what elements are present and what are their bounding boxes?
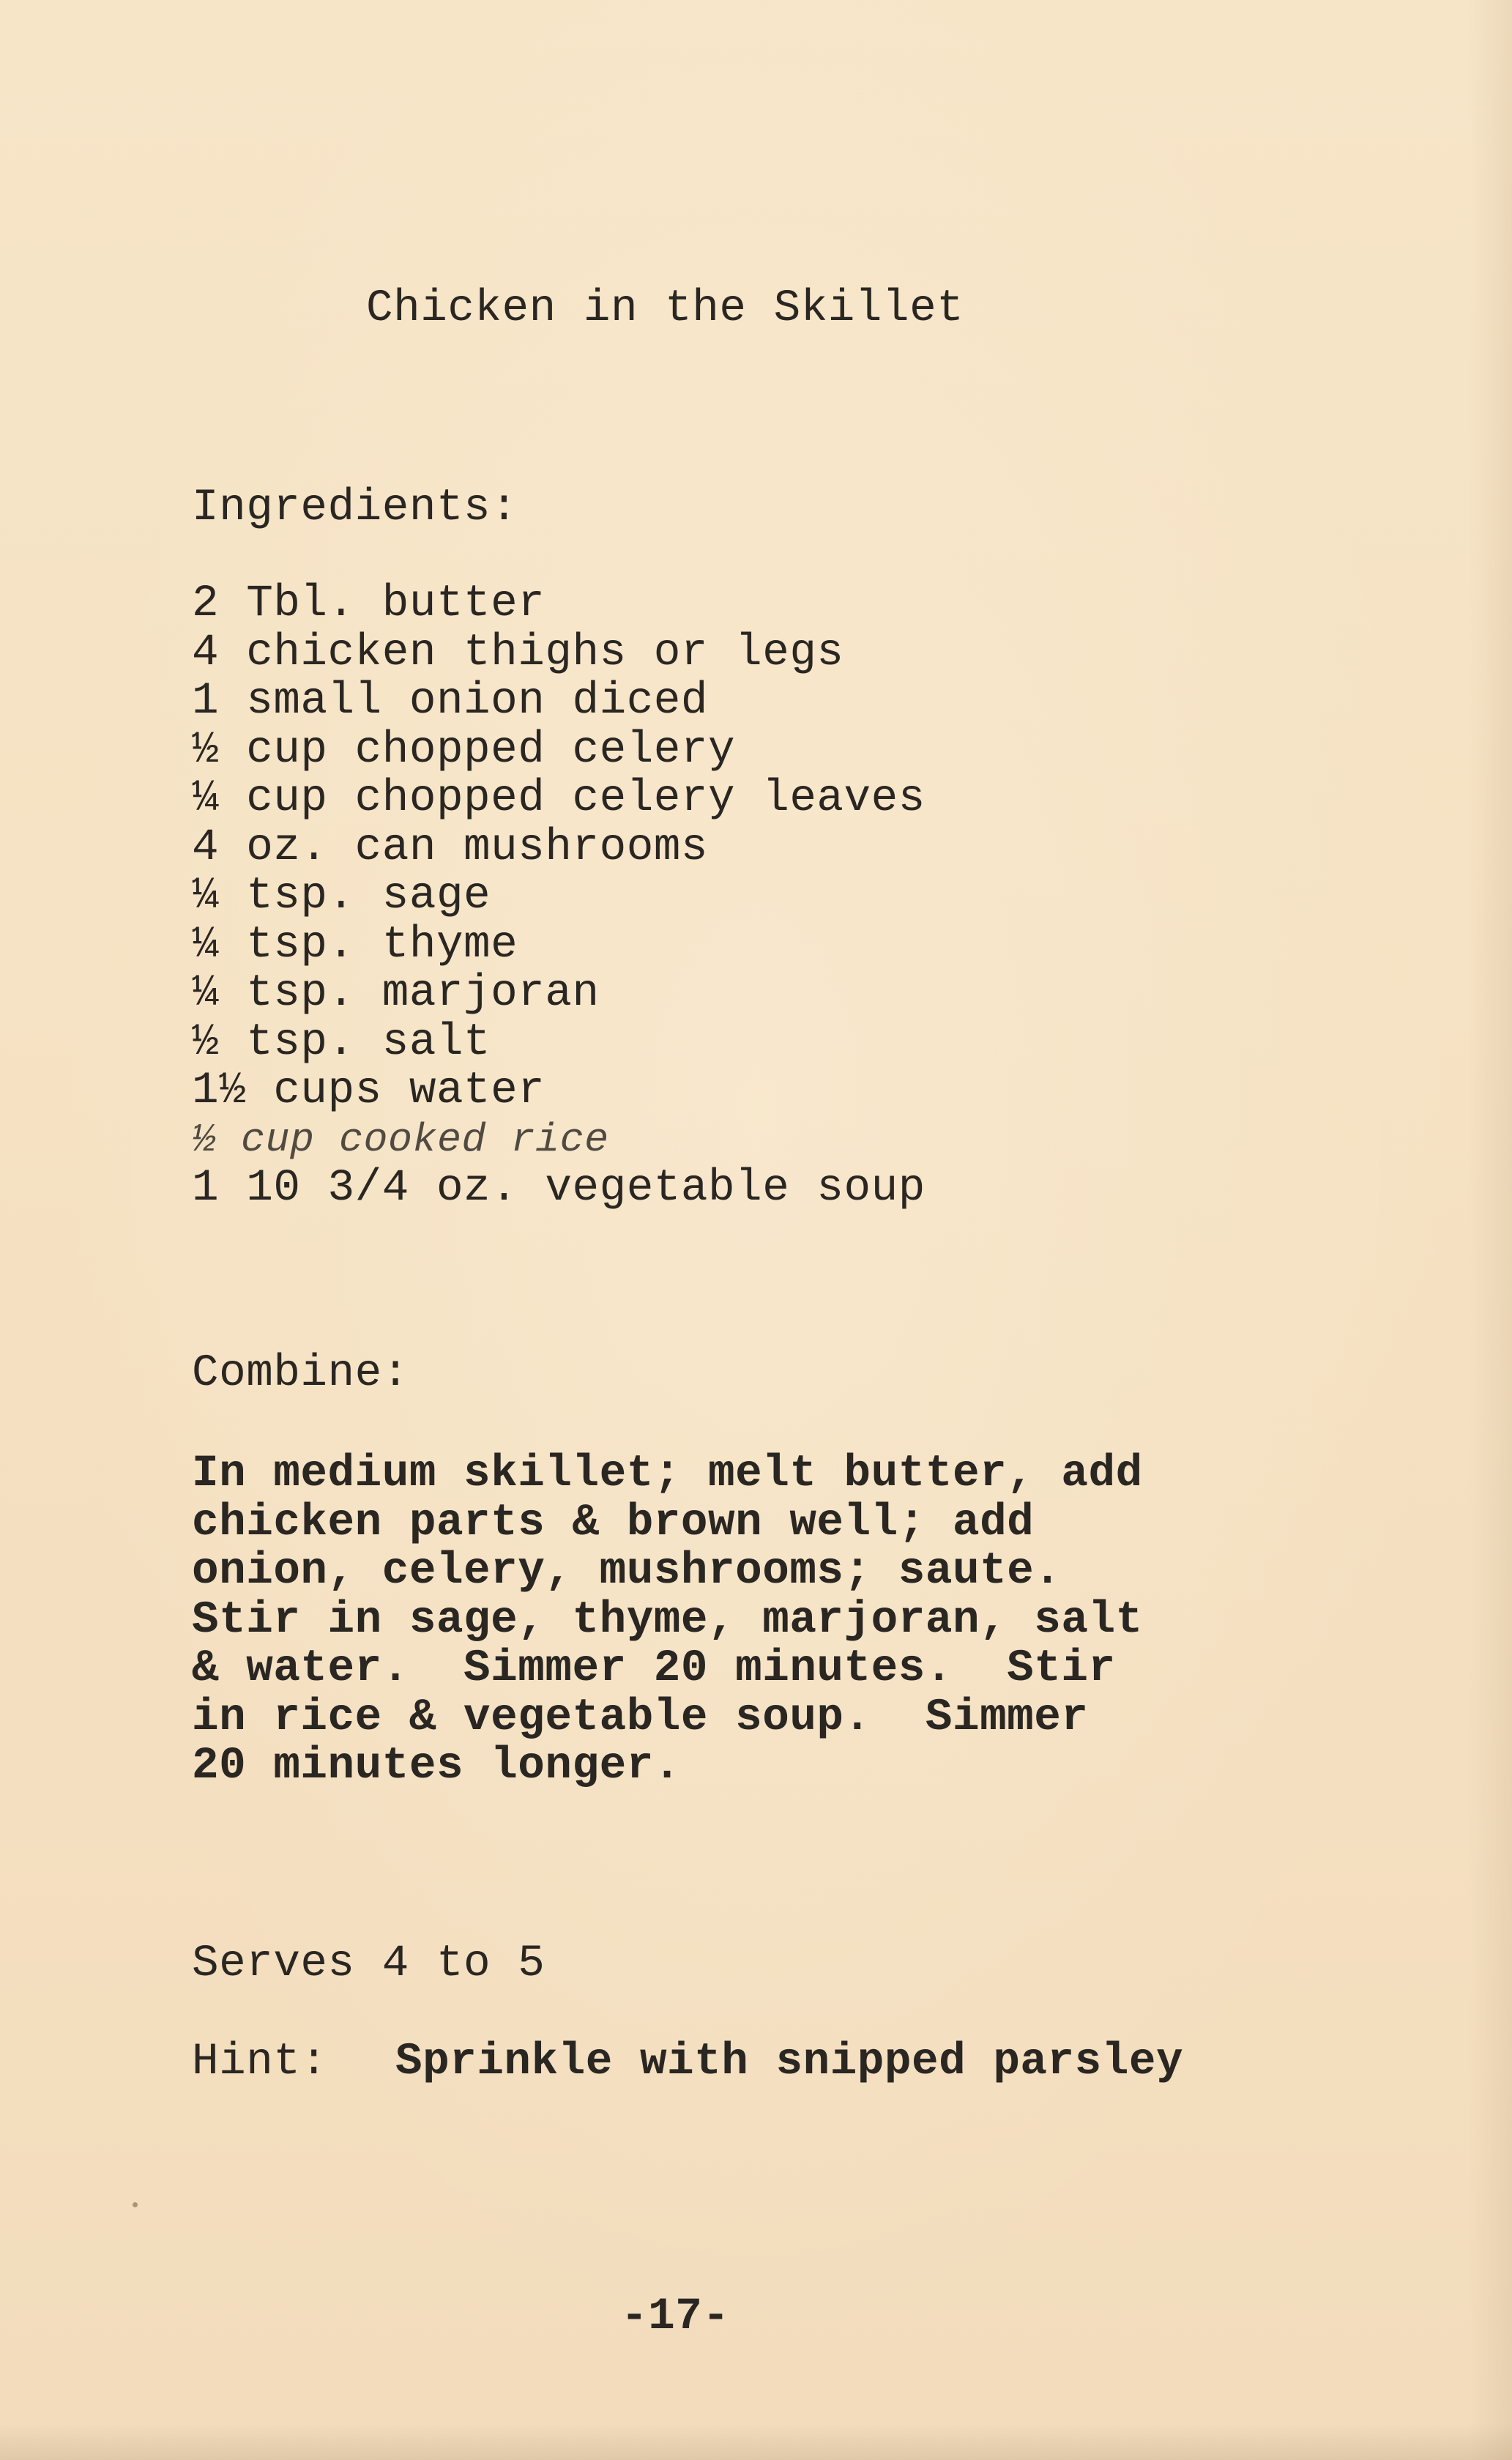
ingredient-item: ½ tsp. salt: [192, 1017, 491, 1068]
ingredient-item: 1 small onion diced: [192, 676, 709, 727]
serves-line: Serves 4 to 5: [192, 1939, 545, 1989]
ingredient-item: 4 oz. can mushrooms: [192, 822, 709, 873]
instruction-line: 20 minutes longer.: [192, 1741, 681, 1791]
ingredient-item: 4 chicken thighs or legs: [192, 627, 844, 678]
ingredient-item: ¼ tsp. thyme: [192, 919, 518, 970]
page-edge-shadow: [1468, 0, 1512, 2460]
ingredients-heading: Ingredients:: [192, 483, 518, 533]
hint-label: Hint:: [192, 2037, 328, 2087]
paper-speck: [133, 2202, 138, 2207]
instruction-line: chicken parts & brown well; add: [192, 1497, 1035, 1548]
ingredient-item: ¼ tsp. marjoran: [192, 968, 600, 1019]
ingredient-item: ½ cup chopped celery: [192, 724, 736, 776]
instruction-line: in rice & vegetable soup. Simmer: [192, 1692, 1089, 1743]
ingredient-item: ¼ cup chopped celery leaves: [192, 773, 926, 824]
hint-text: Sprinkle with snipped parsley: [395, 2037, 1184, 2087]
ingredient-item: ¼ tsp. sage: [192, 871, 491, 921]
ingredient-item: ½ cup cooked rice: [192, 1116, 609, 1163]
recipe-title: Chicken in the Skillet: [366, 283, 964, 334]
instruction-line: Stir in sage, thyme, marjoran, salt: [192, 1594, 1143, 1646]
ingredient-item: 1 10 3/4 oz. vegetable soup: [192, 1163, 926, 1214]
page-bottom-shadow: [0, 2423, 1512, 2460]
instruction-line: In medium skillet; melt butter, add: [192, 1449, 1143, 1499]
ingredient-item: 1½ cups water: [192, 1066, 545, 1116]
instruction-line: onion, celery, mushrooms; saute.: [192, 1546, 1062, 1597]
instruction-line: & water. Simmer 20 minutes. Stir: [192, 1643, 1116, 1694]
ingredient-item: 2 Tbl. butter: [192, 579, 545, 629]
combine-heading: Combine:: [192, 1348, 409, 1399]
ingredients-list: [192, 580, 926, 1214]
page-number: -17-: [621, 2292, 730, 2342]
instructions-paragraph: [192, 1450, 1437, 1791]
